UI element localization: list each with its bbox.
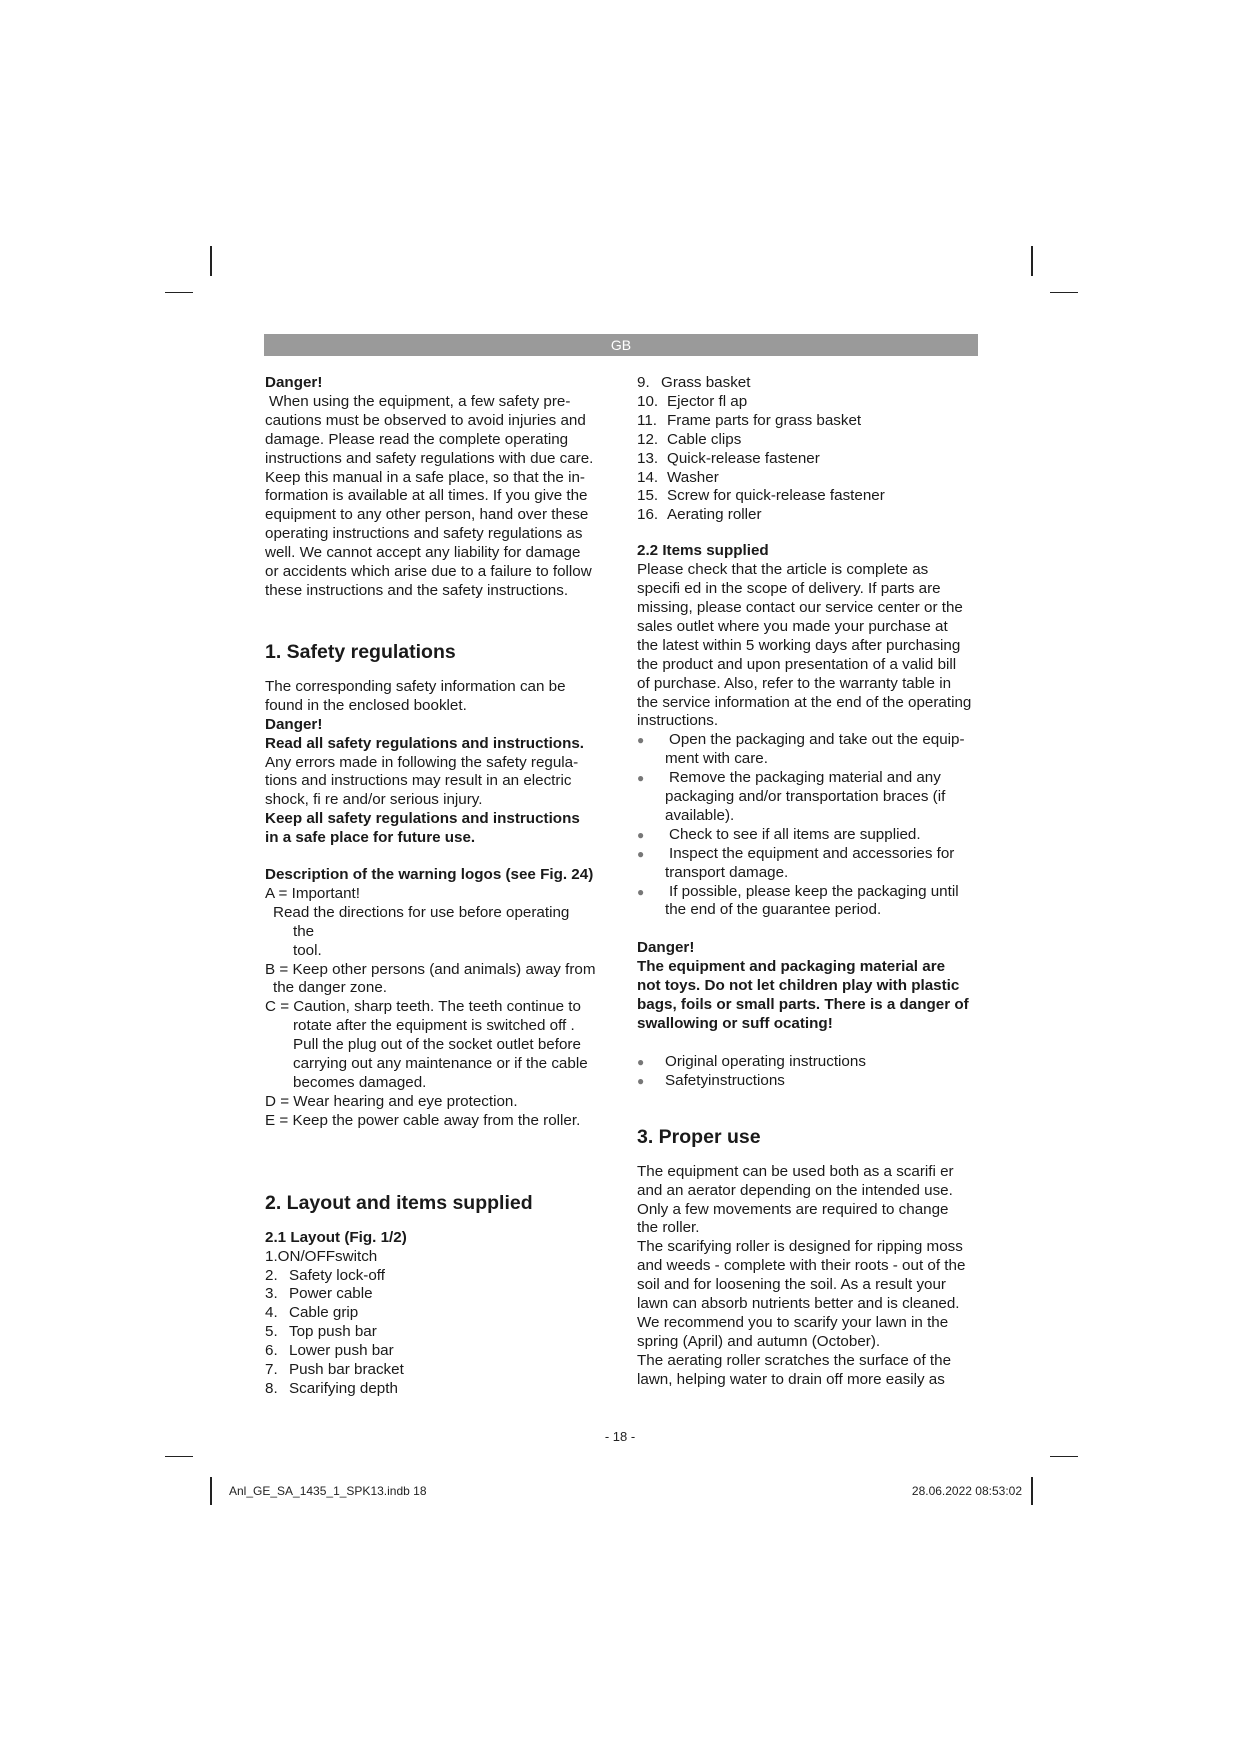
text-line: Keep this manual in a safe place, so that the in-: [265, 468, 585, 486]
text-line: The corresponding safety information can be: [265, 677, 566, 695]
bullet-item: ● Remove the packaging material and any packaging and/or transportation braces (if available).: [637, 769, 946, 824]
list-item: 5. Top push bar: [265, 1323, 377, 1341]
logo-description: Read the directions for use before operating: [273, 903, 570, 921]
crop-mark: [1050, 292, 1078, 293]
text-line: and weeds - complete with their roots - out of the: [637, 1257, 966, 1275]
danger-heading: Danger!: [265, 715, 323, 733]
danger-heading: Danger!: [265, 374, 323, 391]
text-line: the product and upon presentation of a valid bill: [637, 655, 957, 673]
warning-logos-list: [265, 885, 615, 1131]
logo-description: B = Keep other persons (and animals) away from: [265, 960, 596, 978]
danger-heading: Danger!: [637, 939, 695, 957]
list-item: 16. Aerating roller: [637, 506, 762, 524]
bullet-icon: ●: [637, 884, 645, 899]
logo-description: rotate after the equipment is switched off .: [293, 1017, 575, 1035]
list-item: 10. Ejector fl ap: [637, 392, 748, 410]
text-line: specifi ed in the scope of delivery. If parts are: [637, 580, 941, 598]
text-line: lawn, helping water to drain off more easily as: [637, 1370, 945, 1388]
crop-mark: [1050, 1456, 1078, 1457]
list-item: 15. Screw for quick-release fastener: [637, 487, 885, 505]
list-item: 2. Safety lock-off: [265, 1266, 385, 1284]
bold-warning-line: The equipment and packaging material are: [637, 958, 946, 976]
text-line: spring (April) and autumn (October).: [637, 1332, 881, 1350]
language-label: GB: [610, 337, 632, 353]
bullet-icon: ●: [637, 1073, 645, 1088]
items-supplied-paragraph: [637, 561, 989, 731]
proper-use-paragraph: [637, 1163, 989, 1390]
bold-instruction: in a safe place for future use.: [265, 829, 476, 847]
text-line: formation is available at all times. If you give the: [265, 487, 588, 505]
logo-description: C = Caution, sharp teeth. The teeth continue to: [265, 998, 581, 1016]
list-item: 12. Cable clips: [637, 430, 742, 448]
text-line: We recommend you to scarify your lawn in the: [637, 1313, 949, 1331]
list-item: 8. Scarifying depth: [265, 1379, 398, 1397]
crop-mark: [165, 1456, 193, 1457]
list-item: 9. Grass basket: [637, 374, 751, 391]
text-line: or accidents which arise due to a failure to follow: [265, 563, 592, 581]
text-line: shock, fi re and/or serious injury.: [265, 791, 483, 809]
crop-mark: [210, 246, 212, 276]
text-line: tions and instructions may result in an electric: [265, 772, 572, 790]
safety-intro: [265, 678, 615, 716]
text-line: the service information at the end of the operating: [637, 693, 972, 711]
bold-instruction: Read all safety regulations and instructions.: [265, 734, 585, 752]
logo-description: Pull the plug out of the socket outlet before: [293, 1036, 581, 1054]
subsection-heading: 2.1 Layout (Fig. 1/2): [265, 1228, 407, 1246]
text-line: Only a few movements are required to change: [637, 1200, 949, 1218]
list-item: 4. Cable grip: [265, 1304, 359, 1322]
text-line: found in the enclosed booklet.: [265, 696, 467, 714]
logo-description: the: [293, 922, 315, 940]
list-item: 3. Power cable: [265, 1285, 373, 1303]
bullet-icon: ●: [637, 827, 645, 842]
bold-instruction: Keep all safety regulations and instructions: [265, 810, 580, 828]
bold-warning-line: not toys. Do not let children play with plastic: [637, 977, 960, 995]
crop-mark: [210, 1477, 212, 1505]
text-line: operating instructions and safety regulations as: [265, 525, 583, 543]
footer-datetime: 28.06.2022 08:53:02: [911, 1484, 1022, 1498]
bullet-icon: ●: [637, 846, 645, 861]
text-line: and an aerator depending on the intended use.: [637, 1181, 953, 1199]
text-line: the latest within 5 working days after purchasing: [637, 636, 961, 654]
list-item: 13. Quick-release fastener: [637, 449, 820, 467]
list-item: 6. Lower push bar: [265, 1342, 394, 1360]
logo-description: the danger zone.: [273, 979, 387, 997]
danger-paragraph: [265, 393, 615, 601]
list-item: 1.ON/OFFswitch: [265, 1247, 378, 1265]
text-line: missing, please contact our service center or the: [637, 598, 963, 616]
bullet-item: ● Check to see if all items are supplied.: [637, 825, 921, 843]
list-item: 7. Push bar bracket: [265, 1361, 404, 1379]
text-line: soil and for loosening the soil. As a result your: [637, 1276, 946, 1294]
logo-description: E = Keep the power cable away from the roller.: [265, 1111, 581, 1129]
list-item: 14. Washer: [637, 468, 719, 486]
bullet-item: ● If possible, please keep the packaging until the end of the guarantee period.: [637, 882, 959, 919]
text-line: these instructions and the safety instructions.: [265, 581, 569, 599]
logo-description: D = Wear hearing and eye protection.: [265, 1092, 518, 1110]
warning-logos-heading: Description of the warning logos (see Fig. 24): [265, 866, 594, 884]
text-line: of purchase. Also, refer to the warranty table in: [637, 674, 952, 692]
text-line: the roller.: [637, 1219, 700, 1237]
text-line: Any errors made in following the safety regula-: [265, 753, 579, 771]
text-line: well. We cannot accept any liability for damage: [265, 544, 581, 562]
text-line: damage. Please read the complete operating: [265, 430, 569, 448]
crop-mark: [1031, 1477, 1033, 1505]
bullet-item: ● Safetyinstructions: [637, 1071, 785, 1089]
text-line: sales outlet where you made your purchase at: [637, 617, 948, 635]
text-line: instructions.: [637, 712, 719, 730]
page-number: - 18 -: [604, 1429, 636, 1444]
bold-warning-line: swallowing or suff ocating!: [637, 1015, 833, 1032]
language-header-bar: [264, 334, 978, 356]
section-heading: 3. Proper use: [637, 1125, 761, 1148]
logo-description: A = Important!: [265, 884, 360, 902]
bullet-icon: ●: [637, 1054, 645, 1069]
logo-description: tool.: [293, 941, 322, 959]
left-column: [265, 374, 615, 1399]
section-heading: 1. Safety regulations: [265, 640, 456, 663]
text-line: The equipment can be used both as a scarifi er: [637, 1162, 954, 1180]
subsection-heading: 2.2 Items supplied: [637, 542, 769, 560]
text-line: cautions must be observed to avoid injuries and: [265, 411, 586, 429]
bullet-item: ● Open the packaging and take out the equip- ment with care.: [637, 731, 965, 768]
crop-mark: [1031, 246, 1033, 276]
bullet-item: ● Original operating instructions: [637, 1052, 866, 1070]
text-line: The aerating roller scratches the surface of the: [637, 1351, 952, 1369]
bullet-icon: ●: [637, 733, 645, 748]
logo-description: carrying out any maintenance or if the cable: [293, 1055, 588, 1073]
text-line: When using the equipment, a few safety pre-: [269, 392, 571, 410]
footer-filename: Anl_GE_SA_1435_1_SPK13.indb 18: [229, 1484, 427, 1498]
text-line: Please check that the article is complete as: [637, 561, 929, 579]
text-line: The scarifying roller is designed for ripping moss: [637, 1238, 963, 1256]
text-line: instructions and safety regulations with due care.: [265, 449, 594, 467]
logo-description: becomes damaged.: [293, 1074, 427, 1091]
right-column: [637, 374, 989, 1390]
text-line: equipment to any other person, hand over these: [265, 506, 589, 524]
section-heading: 2. Layout and items supplied: [265, 1191, 533, 1214]
bold-warning-line: bags, foils or small parts. There is a danger of: [637, 996, 969, 1014]
list-item: 11. Frame parts for grass basket: [637, 411, 862, 429]
bullet-icon: ●: [637, 771, 645, 786]
text-line: lawn can absorb nutrients better and is cleaned.: [637, 1295, 960, 1313]
crop-mark: [165, 292, 193, 293]
bullet-item: ● Inspect the equipment and accessories for transport damage.: [637, 844, 955, 881]
